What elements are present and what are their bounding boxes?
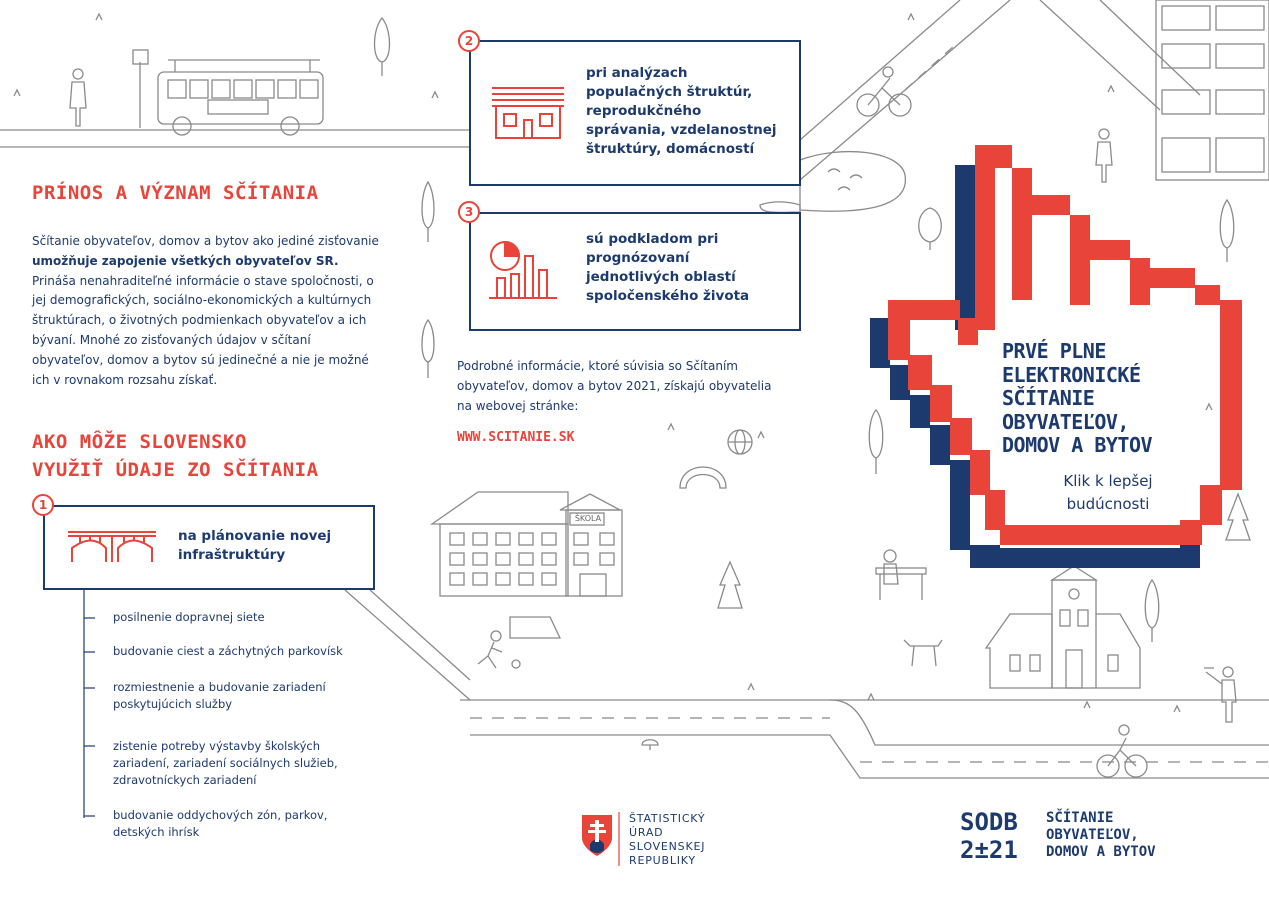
house-icon — [490, 84, 566, 140]
sosr-line3: SLOVENSKEJ — [629, 840, 706, 853]
hand-title-line3: SČÍTANIE — [1002, 386, 1095, 410]
box-1-text — [178, 527, 358, 565]
sosr-logo-text — [629, 812, 705, 868]
box-3-line2: prognózovaní — [586, 250, 690, 266]
benefit-para-intro: Sčítanie obyvateľov, domov a bytov ako jediné zisťovanie — [32, 234, 379, 248]
list-item: budovanie ciest a záchytných parkovísk — [113, 644, 343, 658]
school-illustration — [432, 492, 622, 596]
sodb-logo — [960, 808, 1040, 864]
box-2-line4: správania, vzdelanostnej — [586, 122, 777, 138]
benefit-para-rest: Prináša nenahraditeľné informácie o stave spoločnosti, o jej demografických, sociálno-ekonomických a kultúrnych štruktúrach, o životných podmienkach obyvateľov a ich bývaní. Mnohé zo zisťovaných údajov v sčítaní obyvateľov, domov a bytov sú jedinečné a nie je možné ich v rovnakom rozsahu získať. — [32, 273, 374, 387]
church-illustration — [986, 566, 1140, 688]
box-2-line5: štruktúry, domácností — [586, 141, 755, 157]
hand-tagline-line1: Klik k lepšej — [1063, 472, 1153, 490]
box-1-number: 1 — [32, 494, 54, 516]
sodb-logo-text — [1046, 810, 1156, 861]
sosr-line4: REPUBLIKY — [629, 854, 696, 867]
box-3-number: 3 — [458, 201, 480, 223]
box-2-line3: reprodukčného — [586, 103, 702, 119]
hand-title-line4: OBYVATEĽOV, — [1002, 409, 1129, 434]
hand-title-line5: DOMOV A BYTOV — [1002, 433, 1153, 457]
benefit-heading: PRÍNOS A VÝZNAM SČÍTANIA — [32, 182, 319, 204]
coat-of-arms-icon — [582, 815, 612, 856]
list-item: budovanie oddychových zón, parkov, detských ihrísk — [113, 808, 328, 839]
chart-icon — [487, 238, 559, 302]
sodb-text-line1: SČÍTANIE — [1046, 810, 1114, 826]
box-2-line1: pri analýzach — [586, 65, 688, 81]
sosr-line2: ÚRAD — [629, 826, 664, 839]
usage-heading-line2: VYUŽIŤ ÚDAJE ZO SČÍTANIA — [32, 459, 319, 481]
box-2-number: 2 — [458, 30, 480, 52]
website-link[interactable]: WWW.SCITANIE.SK — [457, 430, 575, 445]
box-3-text — [586, 230, 786, 306]
person-illustration — [70, 69, 86, 126]
hand-title — [1002, 340, 1202, 458]
apartment-building-illustration — [1156, 0, 1269, 180]
hand-title-line2: ELEKTRONICKÉ — [1002, 362, 1141, 387]
sodb-text-line2: OBYVATEĽOV, — [1046, 827, 1139, 843]
box-3-line1: sú podkladom pri — [586, 231, 719, 247]
hand-tagline-line2: budúcnosti — [1066, 495, 1150, 513]
sosr-line1: ŠTATISTICKÝ — [629, 812, 706, 825]
box-2-line2: populačných štruktúr, — [586, 84, 753, 100]
box-2-text — [586, 64, 796, 159]
bus-illustration — [133, 50, 323, 135]
list-item: posilnenie dopravnej siete — [113, 610, 265, 624]
list-item: rozmiestnenie a budovanie zariadení poskytujúcich služby — [113, 680, 326, 711]
school-sign-label: ŠKOLA — [574, 514, 602, 523]
benefit-para-bold: umožňuje zapojenie všetkých obyvateľov SR. — [32, 253, 339, 268]
sodb-text-line3: DOMOV A BYTOV — [1046, 844, 1156, 860]
benefit-paragraph — [32, 232, 382, 390]
box-3-line3: jednotlivých oblastí — [586, 269, 736, 285]
hand-title-line1: PRVÉ PLNE — [1002, 339, 1106, 363]
sodb-logo-line1: SODB — [960, 808, 1018, 836]
box-1-line2: infraštruktúry — [178, 547, 286, 563]
usage-heading-line1: AKO MÔŽE SLOVENSKO — [32, 431, 247, 453]
info-paragraph: Podrobné informácie, ktoré súvisia so Sčítaním obyvateľov, domov a bytov 2021, získajú obyvatelia na webovej stránke: — [457, 359, 772, 413]
box-3-line4: spoločenského života — [586, 288, 750, 304]
sodb-logo-line2: 2±21 — [960, 836, 1018, 864]
list-item: zistenie potreby výstavby školských zariadení, zariadení sociálnych služieb, zdravotníckych zariadení — [113, 739, 338, 787]
bridge-icon — [66, 526, 158, 564]
hand-tagline — [1028, 470, 1188, 516]
usage-heading — [32, 428, 319, 484]
globe-illustration — [728, 430, 752, 454]
box-1-line1: na plánovanie novej — [178, 528, 332, 544]
